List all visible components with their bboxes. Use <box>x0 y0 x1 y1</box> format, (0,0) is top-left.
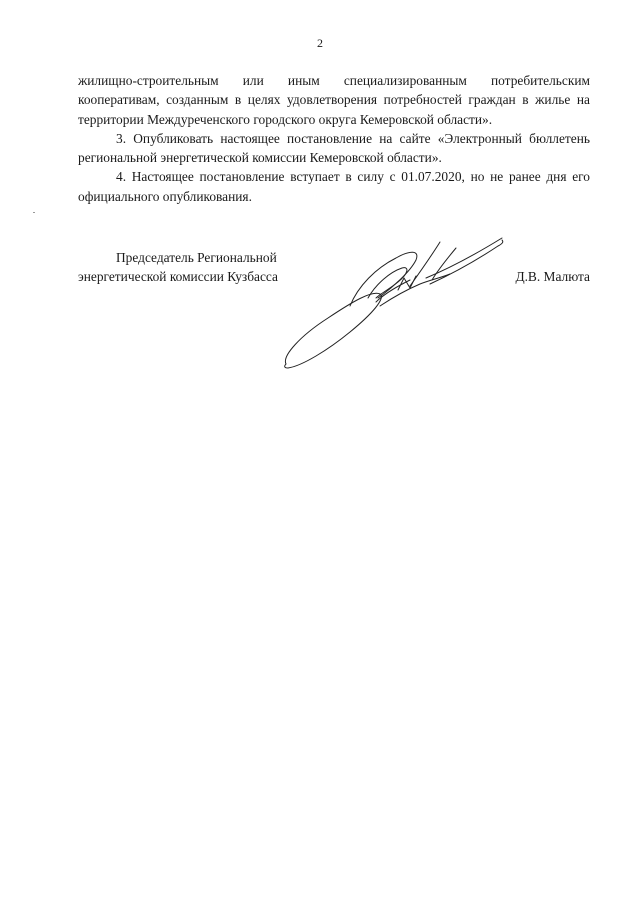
document-body <box>78 71 590 206</box>
signatory-name: Д.В. Малюта <box>515 269 590 284</box>
margin-mark <box>33 212 35 213</box>
page-number: 2 <box>317 36 323 50</box>
signatory-role-line2: энергетической комиссии Кузбасса <box>78 269 278 285</box>
signatory-role-line1: Председатель Региональной <box>116 250 277 265</box>
paragraph-continuation: жилищно-строительным или иным специализированным потребительским кооперативам, созданным в целях удовлетворения потребностей граждан в жилье на территории Междуреченского городского округа Кемеровской области». <box>78 73 590 127</box>
handwritten-signature <box>280 228 520 378</box>
signatory-role <box>78 248 278 287</box>
paragraph-item-4: 4. Настоящее постановление вступает в силу с 01.07.2020, но не ранее дня его официального опубликования. <box>78 169 590 204</box>
paragraph-item-3: 3. Опубликовать настоящее постановление на сайте «Электронный бюллетень региональной энергетической комиссии Кемеровской области». <box>78 130 590 166</box>
